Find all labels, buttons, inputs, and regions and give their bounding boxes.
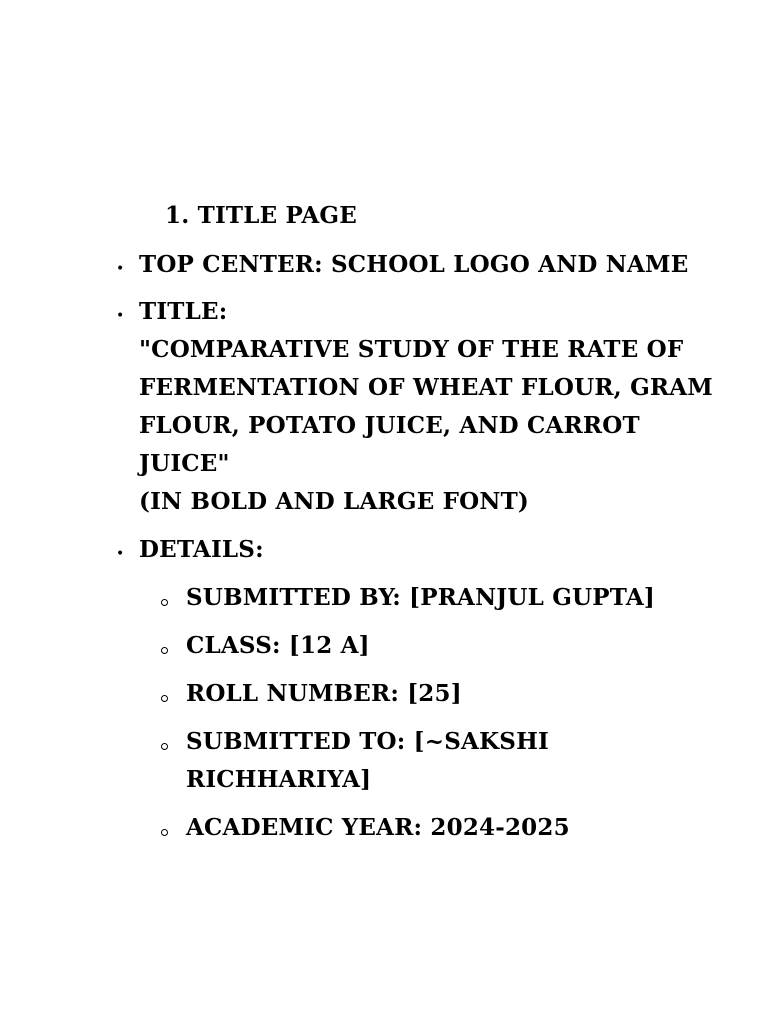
project-title-line-2: FERMENTATION OF WHEAT FLOUR, GRAM [139,374,713,401]
bullet-dot-icon: • [116,261,125,277]
hollow-bullet-icon [161,647,168,654]
title-format-note: (IN BOLD AND LARGE FONT) [139,488,530,515]
hollow-bullet-icon [161,695,168,702]
project-title-line-4: JUICE" [139,450,230,477]
bullet-dot-icon: • [116,308,125,324]
list-item-title-label: TITLE: [139,298,228,325]
hollow-bullet-icon [161,829,168,836]
list-item-top-center: TOP CENTER: SCHOOL LOGO AND NAME [139,251,689,278]
detail-submitted-by: SUBMITTED BY: [PRANJUL GUPTA] [186,584,655,611]
hollow-bullet-icon [161,599,168,606]
section-title: TITLE PAGE [197,202,357,229]
project-title-line-1: "COMPARATIVE STUDY OF THE RATE OF [139,336,684,363]
detail-submitted-to-continued: RICHHARIYA] [186,766,372,793]
project-title-line-3: FLOUR, POTATO JUICE, AND CARROT [139,412,640,439]
bullet-dot-icon: • [116,546,125,562]
hollow-bullet-icon [161,743,168,750]
detail-submitted-to: SUBMITTED TO: [~SAKSHI [186,728,549,755]
section-heading [165,202,357,229]
detail-class: CLASS: [12 A] [186,632,370,659]
detail-academic-year: ACADEMIC YEAR: 2024-2025 [186,814,570,841]
list-item-details-label: DETAILS: [139,536,264,563]
detail-roll-number: ROLL NUMBER: [25] [186,680,462,707]
section-number: 1. [165,202,190,229]
